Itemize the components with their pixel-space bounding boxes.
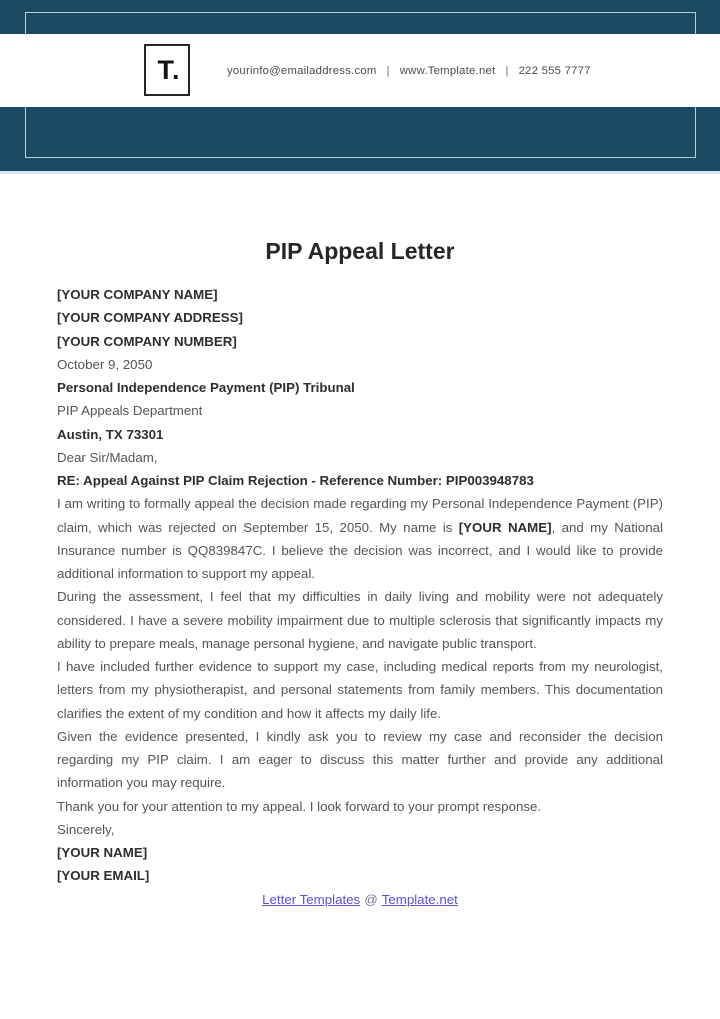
contact-phone: 222 555 7777 — [518, 64, 591, 77]
contact-separator-1: | — [386, 64, 390, 77]
document-footer — [57, 888, 663, 911]
salutation: Dear Sir/Madam, — [57, 449, 158, 465]
sender-company-name: [YOUR COMPANY NAME] — [57, 287, 218, 302]
signature-name: [YOUR NAME] — [57, 845, 148, 860]
page-title: PIP Appeal Letter — [265, 238, 455, 264]
closing-line: Thank you for your attention to my appeal. I look forward to your prompt response. — [57, 798, 542, 814]
paragraph-1-name-placeholder: [YOUR NAME] — [458, 519, 552, 535]
letterhead-contact-line — [227, 34, 591, 107]
sender-company-address: [YOUR COMPANY ADDRESS] — [57, 310, 243, 326]
footer-link-letter-templates[interactable]: Letter Templates — [262, 891, 361, 907]
recipient-location: Austin, TX 73301 — [57, 426, 164, 442]
letterhead-brand-band — [0, 0, 720, 171]
logo-letter: T. — [157, 54, 181, 85]
paragraph-1 — [57, 492, 663, 585]
sender-company-number: [YOUR COMPANY NUMBER] — [57, 333, 237, 349]
contact-separator-2: | — [505, 64, 509, 77]
letter-body — [57, 283, 663, 911]
company-logo — [144, 44, 190, 96]
sign-off: Sincerely, — [57, 821, 115, 837]
contact-email: yourinfo@emailaddress.com — [227, 64, 377, 77]
paragraph-1-before: I am writing to formally appeal the decision made regarding my Personal Independence Payment (PIP) claim, which was rejected on September 15, 2050. My name is — [57, 496, 663, 535]
letterhead-underline — [0, 171, 720, 174]
paragraph-3: I have included further evidence to support my case, including medical reports from my neurologist, letters from my physiotherapist, and personal statements from family members. This documentation clarifies the extent of my condition and how it affects my daily life. — [57, 659, 663, 721]
letter-date: October 9, 2050 — [57, 356, 153, 372]
paragraph-4: Given the evidence presented, I kindly ask you to review my case and reconsider the decision regarding my PIP claim. I am eager to discuss this matter further and provide any additional information you may require. — [57, 728, 663, 791]
footer-link-template-net[interactable]: Template.net — [381, 891, 458, 907]
recipient-organization: Personal Independence Payment (PIP) Tribunal — [57, 380, 355, 395]
letterhead-strip — [0, 34, 720, 107]
contact-website: www.Template.net — [399, 64, 496, 77]
subject-line: RE: Appeal Against PIP Claim Rejection - Reference Number: PIP003948783 — [57, 473, 534, 488]
paragraph-1-after: , and my National Insurance number is QQ839847C. I believe the decision was incorrect, and I would like to provide additional information to support my appeal. — [57, 519, 663, 581]
paragraph-2: During the assessment, I feel that my difficulties in daily living and mobility were not adequately considered. I have a severe mobility impairment due to multiple sclerosis that significantly impacts my ability to prepare meals, manage personal hygiene, and navigate public transport. — [57, 589, 663, 651]
signature-email: [YOUR EMAIL] — [57, 868, 150, 884]
footer-at-separator: @ — [364, 891, 378, 907]
recipient-department: PIP Appeals Department — [57, 403, 203, 419]
